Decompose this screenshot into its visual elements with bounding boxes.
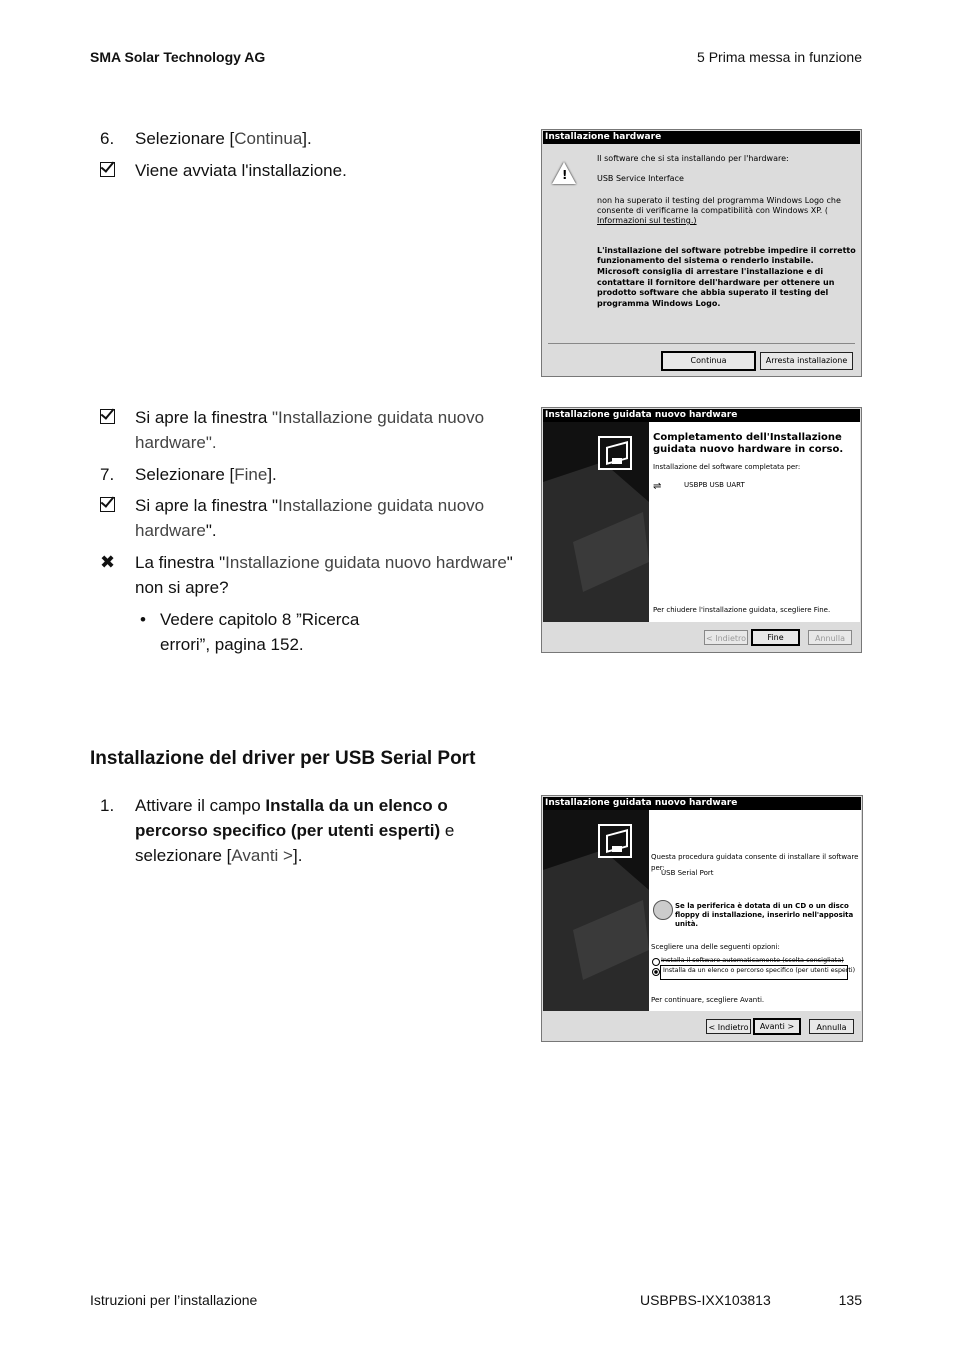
hardware-install-dialog: Installazione hardware ! Il software che si sta installando per l'hardware: USB Service Interface non ha superato il testing del programma Windows Logo che consente di verificarne la compatibilità con Windows XP. ( Informazioni sul testing.) L'installazione del software potrebbe impedire il corretto funzionamento del sistema o renderlo instabile. Microsoft consiglia di arrestare l'installazione e di contattare il fornitore dell'hardware per ottenere un prodotto software che abbia superato il testing del programma Windows Logo. Continua Arresta installazione (541, 129, 862, 377)
testing-info-link[interactable]: Informazioni sul testing.) (597, 216, 697, 225)
dialog-title: Installazione hardware (543, 131, 860, 144)
auto-install-label[interactable]: Installa il software automaticamente (scelta consigliata) (661, 956, 844, 964)
dialog-text: consente di verificarne la compatibilità con Windows XP. ( (597, 206, 829, 215)
result-window-open-2: Si apre la finestra "Installazione guidata nuovo hardware". (135, 496, 485, 540)
result-text: Viene avviata l'installazione. (135, 161, 347, 180)
stop-install-button[interactable]: Arresta installazione (760, 352, 853, 370)
wizard-sidebar (543, 422, 649, 622)
checkbox-icon (100, 158, 118, 183)
document-code: USBPBS-IXX103813 (640, 1292, 771, 1308)
warning-text: L'installazione del software potrebbe impedire il corretto (597, 246, 856, 255)
step-1-text: Attivare il campo Installa da un elenco o percorso specifico (per utenti esperti) e selezionare [Avanti >]. (135, 796, 455, 865)
step-number: 6. (100, 129, 115, 148)
document-name: Istruzioni per l’installazione (90, 1292, 258, 1308)
page-number: 135 (838, 1292, 862, 1308)
bullet-icon: • (140, 610, 146, 629)
cross-icon: ✖ (100, 552, 116, 572)
dialog-text: Il software che si sta installando per l'hardware: (597, 154, 789, 163)
dialog-text: Scegliere una delle seguenti opzioni: (651, 943, 780, 951)
device-name: USB Service Interface (597, 174, 684, 183)
dialog-text: non ha superato il testing del programma Windows Logo che (597, 196, 841, 205)
dialog-title: Installazione guidata nuovo hardware (543, 409, 860, 422)
step-number: 1. (100, 796, 115, 815)
warning-text: prodotto software che abbia superato il testing del (597, 288, 829, 297)
cancel-button[interactable]: Annulla (809, 1019, 854, 1034)
dialog-text: Per continuare, scegliere Avanti. (651, 996, 765, 1004)
cd-icon (653, 900, 673, 920)
new-hardware-wizard-finish (541, 407, 862, 653)
usb-icon: ⇌ (653, 481, 662, 492)
result-window-open-1: Si apre la finestra "Installazione guidata nuovo hardware". (135, 408, 485, 452)
checkbox-icon (100, 405, 118, 430)
manual-install-radio[interactable] (652, 968, 660, 976)
dialog-text: unità. (675, 920, 699, 928)
dialog-text: Questa procedura guidata consente di installare il software per: (651, 853, 859, 872)
dialog-text: Se la periferica è dotata di un CD o un disco (675, 902, 849, 910)
device-name: USB Serial Port (661, 869, 714, 877)
section-title: Installazione del driver per USB Serial Port (90, 748, 476, 769)
continue-button[interactable]: Continua (661, 351, 756, 371)
wizard-heading: guidata nuovo hardware in corso. (653, 444, 844, 455)
next-button[interactable]: Avanti > (753, 1018, 801, 1035)
wizard-heading: Completamento dell'Installazione (653, 432, 842, 443)
auto-install-radio[interactable] (652, 958, 660, 966)
warning-text: funzionamento del sistema o renderlo instabile. (597, 256, 814, 265)
manual-install-label[interactable]: Installa da un elenco o percorso specifico (per utenti esperti) (663, 967, 856, 974)
dialog-text: Per chiudere l'installazione guidata, scegliere Fine. (653, 606, 831, 614)
finish-button[interactable]: Fine (751, 629, 800, 646)
warning-text: Microsoft consiglia di arrestare l'installazione e di (597, 267, 824, 276)
dialog-text: floppy di installazione, inserirlo nell'apposita (675, 911, 854, 919)
dialog-text: Installazione del software completata per: (653, 463, 801, 471)
warning-text: programma Windows Logo. (597, 299, 721, 308)
cancel-button[interactable]: Annulla (808, 630, 852, 645)
failure-text: La finestra "Installazione guidata nuovo hardware" non si apre? (135, 553, 513, 597)
checkbox-icon (100, 493, 118, 518)
back-button[interactable]: < Indietro (704, 630, 748, 645)
step-7-text: Selezionare [Fine]. (135, 465, 277, 484)
divider (548, 343, 855, 344)
back-button[interactable]: < Indietro (706, 1019, 751, 1034)
new-hardware-wizard-options (541, 795, 863, 1042)
bullet-text: Vedere capitolo 8 ”Ricerca errori”, pagina 152. (160, 610, 360, 654)
wizard-sidebar (543, 810, 649, 1011)
step-number: 7. (100, 465, 115, 484)
warning-text: contattare il fornitore dell'hardware per ottenere un (597, 278, 835, 287)
dialog-title: Installazione guidata nuovo hardware (543, 797, 861, 810)
company-name: SMA Solar Technology AG (90, 49, 266, 65)
chapter-title: 5 Prima messa in funzione (697, 49, 862, 65)
device-name: USBPB USB UART (684, 481, 745, 489)
step-6-text: Selezionare [Continua]. (135, 129, 312, 148)
